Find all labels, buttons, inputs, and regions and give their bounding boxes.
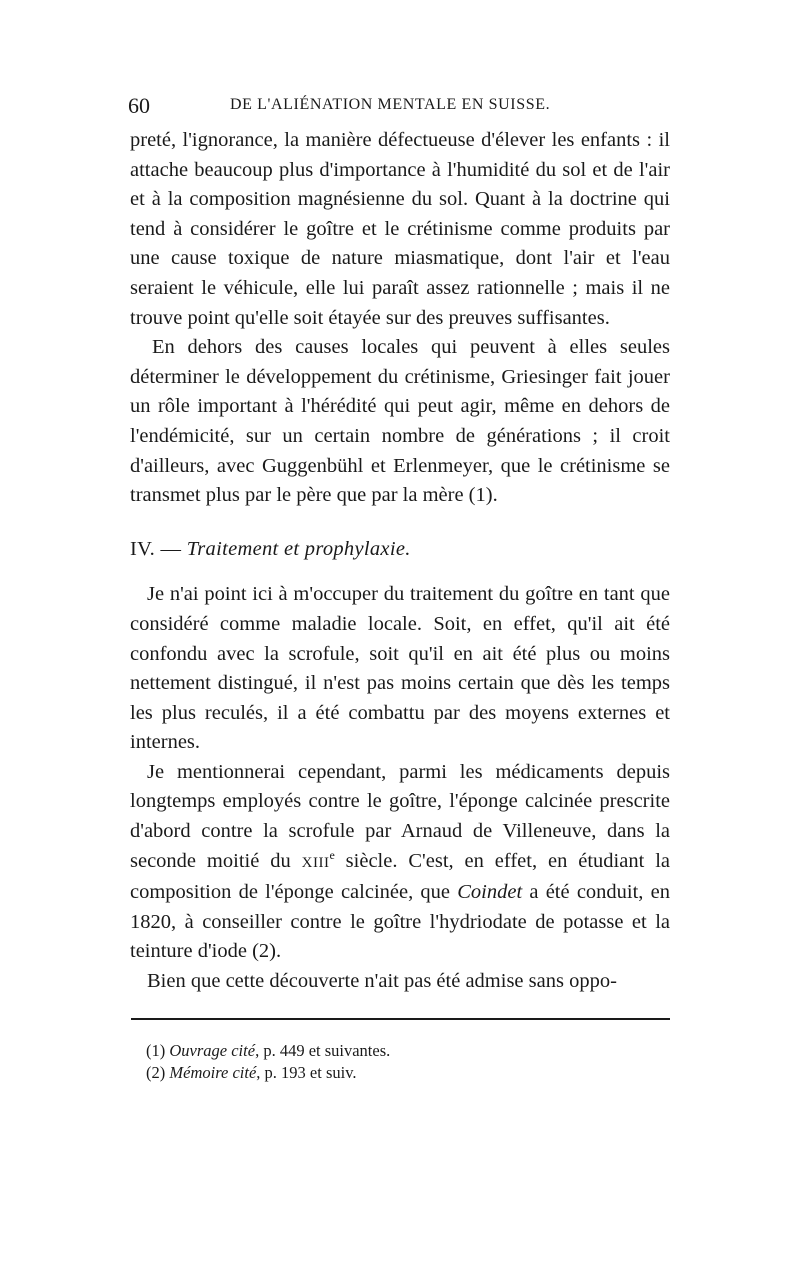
- footnote-divider: [131, 1018, 670, 1020]
- paragraph-4-part-a: Je mentionnerai cependant, parmi les médicaments depuis longtemps employés contre le goître, l'éponge calcinée prescrite d'abord contre la scrofule par Arnaud de Villeneuve, dans la seconde moitié du: [130, 760, 670, 872]
- page-header: [128, 93, 668, 123]
- footnote-rest: , p. 193 et suiv.: [256, 1063, 357, 1082]
- footnotes: [146, 1040, 666, 1084]
- page-number: 60: [128, 93, 150, 118]
- paragraph-3: Je n'ai point ici à m'occuper du traitement du goître en tant que considéré comme maladie locale. Soit, en effet, qu'il ait été confondu avec la scrofule, soit qu'il en ait été plus ou moins nettement distingué, il n'est pas moins certain que dès les temps les plus reculés, il a été combattu par des moyens externes et internes.: [130, 583, 670, 754]
- paragraph-4-part-c: a été conduit, en 1820, à conseiller contre le goître l'hydriodate de potasse et la teinture d'iode (2).: [130, 881, 670, 963]
- footnote-marker: (1): [146, 1041, 166, 1060]
- paragraph-4: [130, 758, 670, 967]
- paragraph-2: En dehors des causes locales qui peuvent à elles seules déterminer le développement du crétinisme, Griesinger fait jouer un rôle important à l'hérédité qui peut agir, même en dehors de l'endémicité, sur un certain nombre de générations ; il croit d'ailleurs, avec Guggenbühl et Erlenmeyer, que le crétinisme se transmet plus par le père que par la mère (1).: [130, 336, 670, 507]
- footnote-2: [146, 1062, 666, 1084]
- footnote-title: Mémoire cité: [169, 1063, 257, 1082]
- footnote-1: [146, 1040, 666, 1062]
- paragraph-4-part-b: siècle. C'est, en effet, en étudiant la composition de l'éponge calcinée, que: [130, 849, 670, 904]
- paragraph-5: Bien que cette découverte n'ait pas été admise sans oppo-: [147, 970, 617, 993]
- body-text: [130, 126, 670, 997]
- section-heading: [130, 535, 670, 565]
- footnote-title: Ouvrage cité: [169, 1041, 256, 1060]
- footnote-rest: , p. 449 et suivantes.: [255, 1041, 391, 1060]
- century-numeral: XIII: [301, 854, 330, 871]
- footnote-marker: (2): [146, 1063, 166, 1082]
- running-title: DE L'ALIÉNATION MENTALE EN SUISSE.: [230, 96, 551, 113]
- section-number: IV. —: [130, 537, 182, 560]
- author-name-coindet: Coindet: [457, 881, 523, 904]
- paragraph-1: preté, l'ignorance, la manière défectueuse d'élever les enfants : il attache beaucoup plus d'importance à l'humidité du sol et de l'air et à la composition magnésienne du sol. Quant à la doctrine qui tend à considérer le goître et le crétinisme comme produits par une cause toxique de nature miasmatique, dont l'air et l'eau seraient le véhicule, elle lui paraît assez rationnelle ; mais il ne trouve point qu'elle soit étayée sur des preuves suffisantes.: [130, 129, 670, 329]
- section-title: Traitement et prophylaxie.: [186, 537, 411, 560]
- century-superscript: e: [329, 847, 335, 862]
